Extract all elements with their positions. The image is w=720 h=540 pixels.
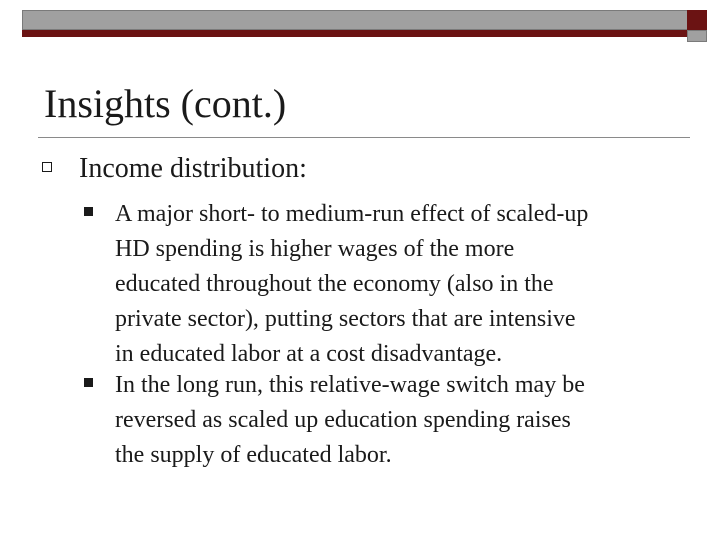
filled-square-bullet-icon	[84, 207, 93, 216]
text-line: in educated labor at a cost disadvantage.	[115, 341, 503, 367]
sub-bullet-text	[115, 197, 675, 372]
slide-title: Insights (cont.)	[44, 81, 287, 126]
text-line: educated throughout the economy (also in the	[115, 271, 554, 297]
text-line: the supply of educated labor.	[115, 442, 392, 468]
text-line: reversed as scaled up education spending raises	[115, 407, 571, 433]
hollow-square-bullet-icon	[42, 162, 52, 172]
text-line: private sector), putting sectors that are intensive	[115, 306, 576, 332]
title-divider	[38, 137, 690, 138]
filled-square-bullet-icon	[84, 378, 93, 387]
text-line: In the long run, this relative-wage switch may be	[115, 372, 585, 398]
corner-red-square	[687, 10, 707, 30]
top-banner	[22, 10, 688, 36]
text-line: HD spending is higher wages of the more	[115, 236, 515, 262]
banner-gray-bar	[22, 10, 688, 30]
bullet-text: Income distribution:	[79, 153, 307, 184]
corner-gray-square	[687, 30, 707, 42]
sub-bullet-text	[115, 368, 675, 473]
banner-red-bar	[22, 30, 688, 37]
text-line: A major short- to medium-run effect of scaled-up	[115, 201, 589, 227]
